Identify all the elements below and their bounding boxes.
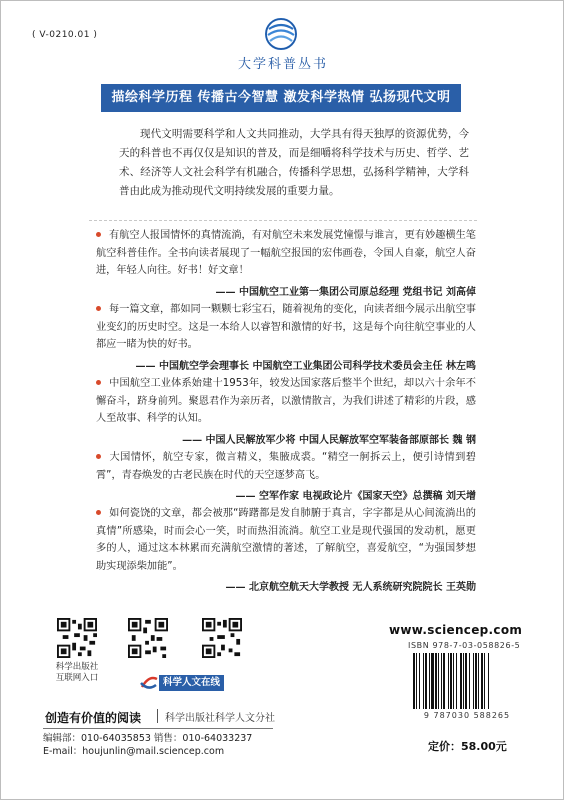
qr-label: [47, 662, 107, 684]
barcode-bar: [443, 653, 445, 709]
slogan-banner: 描绘科学历程 传播古今智慧 激发科学热情 弘扬现代文明: [101, 84, 461, 112]
quote-text: 中国航空工业体系始建十1953年，较发达国家落后整半个世纪，却以六十余年不懈奋斗，跻身前列。聚恩君作为亲历者，以激情散言，为我们讲述了精彩的片段，感人至故事、科学的认知。: [96, 378, 476, 424]
quote-item: [96, 449, 476, 506]
barcode-number: 9 787030 588265: [423, 711, 511, 720]
quote-item: [96, 375, 476, 449]
qr-code-icon[interactable]: [128, 618, 168, 658]
qr-code-icon[interactable]: [57, 618, 97, 658]
quote-item: [96, 505, 476, 597]
barcode-bar: [488, 653, 489, 709]
barcode-bar: [441, 653, 442, 709]
barcode-bar: [435, 653, 437, 709]
quote-author: —— 中国航空学会理事长 中国航空工业集团公司科学技术委员会主任 林左鸣: [135, 360, 476, 372]
quote-author: —— 中国航空工业第一集团公司原总经理 党组书记 刘高倬: [215, 286, 476, 298]
bullet-dot: [96, 306, 101, 311]
barcode-bar: [453, 653, 454, 709]
quote-author: —— 空军作家 电视政论片《国家天空》总撰稿 刘天增: [235, 491, 476, 502]
bullet-dot: [96, 510, 101, 515]
barcode-bar: [473, 653, 474, 709]
online-swirl-icon: [139, 673, 159, 693]
contact-info: [43, 732, 252, 758]
online-logo-text: 科学人文在线: [159, 675, 224, 691]
barcode-bar: [448, 653, 449, 709]
barcode-bar: [484, 653, 485, 709]
online-logo: [139, 673, 231, 693]
section-divider: [89, 220, 477, 221]
footer-rule: [43, 728, 273, 729]
qr-label-line1: 科学出版社: [55, 662, 99, 672]
quote-text: 大国情怀，航空专家，微言精义，集腋成裘。“精空一舸拆云上，便引诗情到碧霄”，青春焕发的古老民族在时代的天空逐梦高飞。: [96, 452, 476, 481]
barcode-bar: [425, 653, 427, 709]
editorial-phone: 编辑部：010-64035853 销售：010-64033237: [43, 733, 253, 744]
series-name: 大学科普丛书: [237, 57, 328, 72]
bullet-dot: [96, 380, 101, 385]
website-url[interactable]: www.sciencep.com: [389, 623, 523, 637]
publisher-imprint: 科学出版社科学人文分社: [165, 713, 275, 724]
publisher-slogan: 创造有价值的阅读: [45, 711, 142, 725]
quote-text: 如何瓷饶的文章，都会被那“踌躇都是发自肺腑于真言，字字都是从心间流淌出的真情”所感染，时而会心一笑，时而热泪流淌。航空工业是现代强国的发动机，愿更多的人，通过这本林累而充满航空激情的著述，了解航空，喜爱航空，“为强国梦想助实现添柴加能”。: [96, 508, 476, 572]
barcode-bar: [481, 653, 483, 709]
barcode-bar: [450, 653, 452, 709]
catalog-code: ( V-0210.01 ): [32, 30, 98, 40]
barcode-bar: [419, 653, 420, 709]
barcode-bar: [429, 653, 430, 709]
barcode-bar: [438, 653, 439, 709]
footer-separator: [157, 709, 158, 723]
quote-item: [96, 301, 476, 375]
barcode-bar: [431, 653, 434, 709]
bullet-dot: [96, 454, 101, 459]
barcode-bar: [463, 653, 464, 709]
isbn-text: ISBN 978-7-03-058826-5: [408, 641, 521, 650]
barcode-bar: [413, 653, 415, 709]
barcode-bar: [478, 653, 479, 709]
quote-text: 有航空人报国情怀的真情流淌，有对航空未来发展党憧憬与谁言，更有妙趣横生笔航空科普佳作。全书向读者展现了一幅航空报国的宏伟画卷，令国人自豪，航空人奋进，年轻人向往。好书！好文章！: [96, 230, 476, 276]
quote-author: —— 中国人民解放军少将 中国人民解放军空军装备部原部长 魏 钢: [182, 434, 476, 446]
barcode-bar: [475, 653, 477, 709]
bullet-dot: [96, 232, 101, 237]
qr-label-line2: 互联网入口: [55, 673, 99, 683]
quote-author: —— 北京航空航天大学教授 无人系统研究院院长 王英勋: [225, 582, 476, 593]
globe-logo-icon: [264, 17, 298, 51]
barcode-icon: [411, 653, 523, 709]
email-address[interactable]: E-mail：houjunlin@mail.sciencep.com: [43, 746, 225, 757]
barcode-bar: [460, 653, 462, 709]
barcode-bar: [416, 653, 417, 709]
barcode-bar: [423, 653, 424, 709]
barcode-bar: [456, 653, 457, 709]
quote-text: 每一篇文章，都如同一颗颗七彩宝石，随着视角的变化，向读者细今展示出航空事业变幻的历史时空。这是一本给人以睿智和激情的好书，这是每个向往航空事业的人都应一睹为快的好书。: [96, 304, 476, 350]
barcode-bar: [469, 653, 470, 709]
quote-item: [96, 227, 476, 301]
qr-code-icon[interactable]: [202, 618, 242, 658]
barcode-area: [408, 641, 526, 723]
price-label: 定价：58.00元: [428, 740, 507, 753]
barcode-bar: [465, 653, 467, 709]
intro-paragraph: 现代文明需要科学和人文共同推动，大学具有得天独厚的资源优势，今天的科普也不再仅仅是知识的普及，而是细嚼将科学技术与历史、哲学、艺术、经济等人文社会科学有机融合，传播科学思想，弘扬科学精神，大学科普由此成为推动现代文明持续发展的重要力量。: [119, 128, 469, 197]
